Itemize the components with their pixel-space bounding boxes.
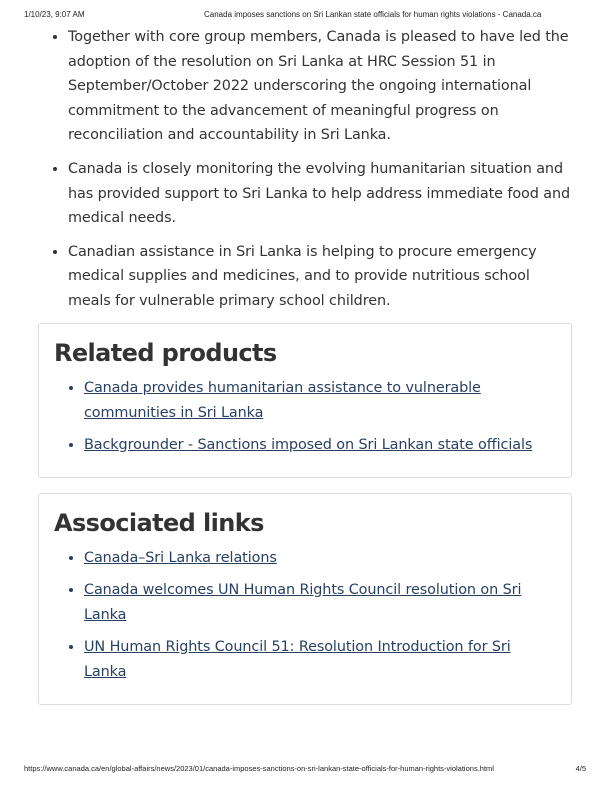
print-footer <box>24 764 586 776</box>
print-datetime: 1/10/23, 9:07 AM <box>24 10 85 19</box>
print-header <box>24 10 586 22</box>
associated-links-panel <box>38 493 572 705</box>
summary-bullet: • Canada is closely monitoring the evolving humanitarian situation and has provided support to Sri Lanka to help address immediate food and medical needs. <box>68 157 572 231</box>
related-products-list <box>54 376 557 458</box>
print-page-number: 4/5 <box>575 764 586 773</box>
summary-bullet-list <box>38 25 572 314</box>
related-product-link[interactable]: Canada provides humanitarian assistance to vulnerable communities in Sri Lanka <box>84 379 481 421</box>
main-content <box>38 25 572 705</box>
print-page-url: https://www.canada.ca/en/global-affairs/news/2023/01/canada-imposes-sanctions-on-sri-lankan-state-officials-for-human-rights-violations.html <box>24 764 494 773</box>
associated-link[interactable]: Canada–Sri Lanka relations <box>84 549 277 566</box>
list-item <box>84 546 557 571</box>
summary-bullet: • Canadian assistance in Sri Lanka is helping to procure emergency medical supplies and medicines, and to provide nutritious school meals for vulnerable primary school children. <box>68 240 572 314</box>
list-item <box>84 376 557 426</box>
list-item <box>84 635 557 685</box>
related-product-link[interactable]: Backgrounder - Sanctions imposed on Sri Lankan state officials <box>84 436 533 453</box>
summary-bullet: • Together with core group members, Canada is pleased to have led the adoption of the resolution on Sri Lanka at HRC Session 51 in September/October 2022 underscoring the ongoing international commitment to the advancement of meaningful progress on reconciliation and accountability in Sri Lanka. <box>68 25 572 148</box>
associated-link[interactable]: UN Human Rights Council 51: Resolution Introduction for Sri Lanka <box>84 638 511 680</box>
associated-link[interactable]: Canada welcomes UN Human Rights Council resolution on Sri Lanka <box>84 581 522 623</box>
related-products-panel <box>38 323 572 478</box>
related-products-heading: Related products <box>54 338 277 367</box>
associated-links-heading: Associated links <box>54 508 264 537</box>
list-item <box>84 433 557 458</box>
associated-links-list <box>54 546 557 685</box>
list-item <box>84 578 557 628</box>
print-doc-title: Canada imposes sanctions on Sri Lankan state officials for human rights violations - Canada.ca <box>204 10 542 19</box>
